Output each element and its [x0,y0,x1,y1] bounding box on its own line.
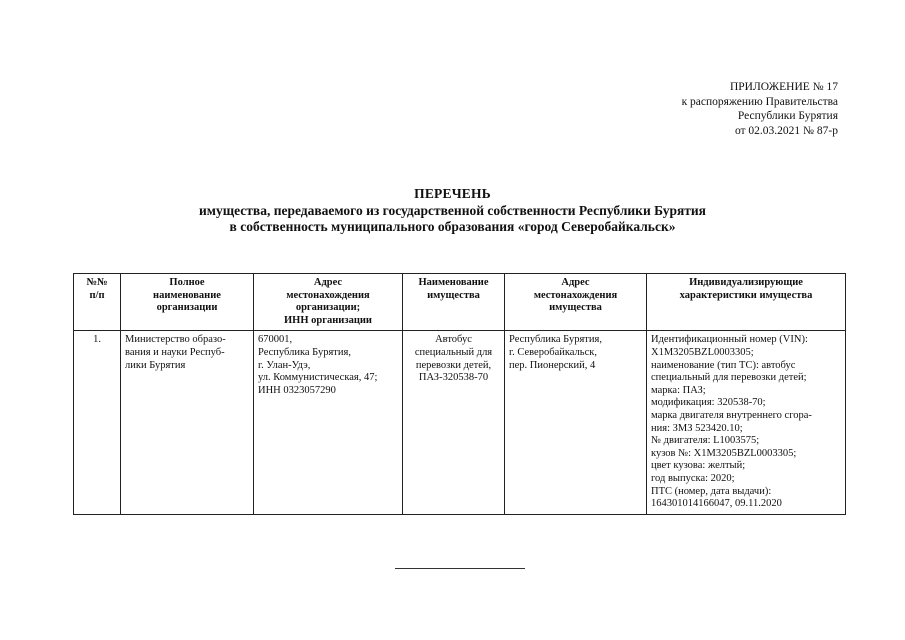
footer-divider [395,568,525,569]
cell-line: ПТС (номер, дата выдачи): [651,485,772,497]
header-line: ИНН организации [284,314,372,326]
cell-line: г. Северобайкальск, [509,346,597,358]
header-characteristics [647,274,846,331]
cell-property-name [403,331,505,514]
header-line: местонахождения [286,289,370,301]
appendix-header [682,80,838,138]
cell-line: 670001, [258,334,293,346]
cell-line: Министерство образо- [125,334,226,346]
header-line: имущества [549,302,602,314]
cell-line: 164301014166047, 09.11.2020 [651,498,782,510]
header-line: Адрес [561,277,590,288]
cell-line: № двигателя: L1003575; [651,435,760,447]
cell-line: специальный для перевозки детей; [651,372,807,384]
title-main: ПЕРЕЧЕНЬ [414,186,491,201]
cell-line: марка: ПАЗ; [651,384,706,396]
header-line: Полное [169,277,205,288]
title-subtitle: в собственность муниципального образования «город Северобайкальск» [229,219,676,234]
header-line: наименование [153,289,221,301]
title-subtitle: имущества, передаваемого из государственной собственности Республики Бурятия [199,202,706,218]
cell-line: Автобус [435,334,472,346]
cell-line: Республика Бурятия, [258,346,351,358]
cell-property-address [505,331,647,514]
cell-line: модификация: 320538-70; [651,397,766,409]
header-line: Адрес [313,277,343,288]
appendix-ref-line: Республики Бурятия [737,110,838,122]
header-line: местонахождения [533,289,618,301]
cell-line: Идентификационный номер (VIN): [651,334,808,346]
cell-line: кузов №: X1M3205BZL0003305; [651,447,797,459]
appendix-ref-line: к распоряжению Правительства [681,95,838,108]
cell-org-name [121,331,254,514]
cell-line: ния: ЗМЗ 523420.10; [651,422,743,434]
cell-line: ПАЗ-320538-70 [418,372,489,384]
cell-line: ИНН 0323057290 [258,384,336,396]
appendix-number: ПРИЛОЖЕНИЕ № 17 [729,81,838,93]
cell-line: X1M3205BZL0003305; [651,346,754,358]
cell-org-address [254,331,403,514]
document-title [0,186,905,236]
header-line: организации [156,302,218,314]
cell-line: лики Бурятия [125,359,186,371]
header-property-address [505,274,647,331]
cell-line: год выпуска: 2020; [651,472,735,484]
cell-number: 1. [74,331,121,514]
cell-line: ул. Коммунистическая, 47; [258,372,378,384]
cell-line: пер. Пионерский, 4 [509,359,596,371]
header-property-name [403,274,505,331]
cell-line: перевозки детей, [415,359,492,371]
header-line: организации; [295,302,361,314]
cell-line: наименование (тип ТС): автобус [651,359,796,371]
header-line: Индивидуализирующие [689,277,803,288]
header-line: имущества [427,289,480,301]
appendix-date: от 02.03.2021 № 87-р [734,124,838,137]
table-row [74,331,846,514]
cell-line: марка двигателя внутреннего сгора- [651,409,812,421]
header-line: Наименование [418,277,489,288]
cell-characteristics [647,331,846,514]
header-org-address [254,274,403,331]
header-line: №№ [86,277,108,288]
header-org-name [121,274,254,331]
header-number [74,274,121,331]
cell-line: специальный для [414,346,493,358]
header-line: характеристики имущества [679,289,813,301]
cell-line: г. Улан-Удэ, [258,359,311,371]
table-header-row [74,274,846,331]
property-table [73,273,846,515]
cell-line: цвет кузова: желтый; [651,460,746,472]
header-line: п/п [89,289,105,301]
cell-line: Республика Бурятия, [509,334,602,346]
cell-line: вания и науки Респуб- [125,346,225,358]
